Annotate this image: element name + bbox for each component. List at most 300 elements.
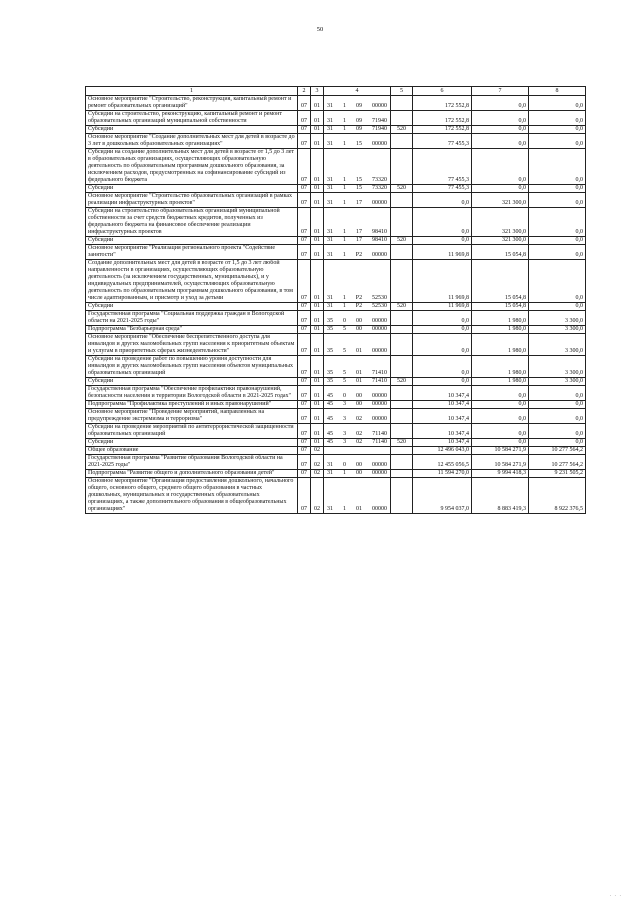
table-row (86, 111, 586, 126)
row-amount-year-2: 0,0 (472, 126, 529, 134)
code-part: 00000 (372, 141, 387, 147)
code-part: 35 (327, 348, 333, 354)
table-row (86, 149, 586, 185)
code-part: 71940 (372, 118, 387, 124)
row-amount-year-3: 0,0 (529, 134, 586, 149)
row-amount-year-2: 15 054,8 (472, 260, 529, 303)
row-subsection: 01 (311, 326, 324, 334)
row-target-article (324, 447, 391, 455)
row-amount-year-3: 10 277 564,2 (529, 455, 586, 470)
row-amount-year-1: 12 496 043,0 (413, 447, 472, 455)
row-section: 07 (298, 439, 311, 447)
row-amount-year-3: 0,0 (529, 386, 586, 401)
code-part: 1 (343, 141, 346, 147)
row-subsection: 01 (311, 111, 324, 126)
row-name: Основное мероприятие "Проведение мероприятий, направленных на предупреждение экстремизма и терроризма" (86, 409, 298, 424)
row-name: Основное мероприятие "Организация предоставления дошкольного, начального общего, основного общего, среднего общего образования в частных дошкольных, муниципальных и государственных образовательных организациях, а также дополнительного образования в общеобразовательных организациях" (86, 478, 298, 514)
row-subsection: 02 (311, 478, 324, 514)
code-part: 3 (343, 416, 346, 422)
row-amount-year-1: 10 347,4 (413, 439, 472, 447)
target-article-code (326, 303, 388, 310)
table-row (86, 237, 586, 245)
row-expense-type: 520 (391, 126, 413, 134)
table-row (86, 356, 586, 378)
target-article-code (326, 118, 388, 125)
table-row (86, 447, 586, 455)
row-section: 07 (298, 401, 311, 409)
row-amount-year-3: 10 277 564,2 (529, 447, 586, 455)
row-target-article (324, 303, 391, 311)
code-part: 00 (356, 462, 362, 468)
code-part: 73320 (372, 185, 387, 191)
row-target-article (324, 439, 391, 447)
row-amount-year-3: 3 300,0 (529, 356, 586, 378)
row-expense-type (391, 447, 413, 455)
code-part: 31 (327, 185, 333, 191)
row-name: Субсидии (86, 439, 298, 447)
row-target-article (324, 478, 391, 514)
row-target-article (324, 424, 391, 439)
code-part: 31 (327, 229, 333, 235)
row-section: 07 (298, 303, 311, 311)
table-row (86, 311, 586, 326)
code-part: 31 (327, 237, 333, 243)
target-article-code (326, 462, 388, 469)
row-name: Создание дополнительных мест для детей в возрасте от 1,5 до 3 лет любой направленности в организациях, осуществляющих образовательную деятельность (за исключением государственных, муниципальных), и у индивидуальных предпринимателей, осуществляющих образовательную деятельность по образовательным программам дошкольного образования, в том числе адаптированным, и присмотр и уход за детьми (86, 260, 298, 303)
code-part: 45 (327, 401, 333, 407)
target-article-code (326, 103, 388, 110)
code-part: 1 (343, 237, 346, 243)
row-expense-type (391, 478, 413, 514)
row-expense-type (391, 260, 413, 303)
row-expense-type: 520 (391, 185, 413, 193)
row-expense-type (391, 334, 413, 356)
code-part: 09 (356, 118, 362, 124)
row-amount-year-2: 0,0 (472, 439, 529, 447)
row-target-article (324, 470, 391, 478)
row-subsection: 01 (311, 237, 324, 245)
target-article-code (326, 393, 388, 400)
table-row (86, 439, 586, 447)
row-amount-year-1: 77 455,3 (413, 149, 472, 185)
row-subsection: 01 (311, 149, 324, 185)
code-part: 31 (327, 470, 333, 476)
row-amount-year-3: 0,0 (529, 126, 586, 134)
row-section: 07 (298, 208, 311, 237)
code-part: 1 (343, 185, 346, 191)
row-subsection: 01 (311, 245, 324, 260)
row-subsection: 01 (311, 185, 324, 193)
row-section: 07 (298, 378, 311, 386)
table-row (86, 378, 586, 386)
row-amount-year-3: 0,0 (529, 401, 586, 409)
code-part: 0 (343, 318, 346, 324)
row-expense-type: 520 (391, 303, 413, 311)
row-amount-year-2: 321 300,0 (472, 237, 529, 245)
row-expense-type (391, 134, 413, 149)
row-amount-year-3: 0,0 (529, 245, 586, 260)
row-section: 07 (298, 149, 311, 185)
row-target-article (324, 356, 391, 378)
row-expense-type (391, 193, 413, 208)
row-subsection: 01 (311, 96, 324, 111)
row-amount-year-2: 0,0 (472, 149, 529, 185)
row-expense-type: 520 (391, 378, 413, 386)
code-part: 45 (327, 431, 333, 437)
budget-table (85, 86, 586, 514)
row-amount-year-1: 10 347,4 (413, 409, 472, 424)
row-amount-year-1: 0,0 (413, 311, 472, 326)
table-row (86, 424, 586, 439)
col-header-target-article: 4 (324, 87, 391, 96)
row-amount-year-2: 0,0 (472, 96, 529, 111)
row-name: Субсидии (86, 237, 298, 245)
code-part: 73320 (372, 177, 387, 183)
row-amount-year-1: 11 969,8 (413, 245, 472, 260)
code-part: 52530 (371, 295, 387, 301)
code-part: 00000 (372, 401, 387, 407)
target-article-code (326, 177, 388, 184)
table-row (86, 185, 586, 193)
code-part: 00 (356, 393, 362, 399)
code-part: 31 (327, 200, 333, 206)
row-amount-year-3: 0,0 (529, 303, 586, 311)
row-amount-year-2: 0,0 (472, 401, 529, 409)
table-row (86, 96, 586, 111)
row-section: 07 (298, 478, 311, 514)
row-section: 07 (298, 447, 311, 455)
row-section: 07 (298, 193, 311, 208)
row-name: Государственная программа "Обеспечение профилактики правонарушений, безопасности населения и территории Вологодской области в 2021-2025 годах" (86, 386, 298, 401)
row-subsection: 01 (311, 356, 324, 378)
code-part: P2 (355, 303, 363, 309)
row-amount-year-2: 0,0 (472, 409, 529, 424)
row-amount-year-2: 0,0 (472, 386, 529, 401)
code-part: 00000 (372, 348, 387, 354)
row-section: 07 (298, 134, 311, 149)
row-subsection: 01 (311, 126, 324, 134)
code-part: 00 (356, 470, 362, 476)
row-section: 07 (298, 356, 311, 378)
row-expense-type (391, 470, 413, 478)
row-amount-year-3: 8 922 376,5 (529, 478, 586, 514)
row-name: Государственная программа "Социальная поддержка граждан в Вологодской области на 2021-2025 годы" (86, 311, 298, 326)
table-row (86, 303, 586, 311)
code-part: 52530 (371, 303, 387, 309)
row-amount-year-3: 0,0 (529, 193, 586, 208)
code-part: 00000 (371, 252, 387, 258)
row-amount-year-1: 77 455,3 (413, 134, 472, 149)
target-article-code (326, 295, 388, 302)
row-amount-year-2: 9 994 418,3 (472, 470, 529, 478)
target-article-code (326, 401, 388, 408)
target-article-code (326, 200, 388, 207)
row-section: 07 (298, 326, 311, 334)
row-amount-year-3: 0,0 (529, 96, 586, 111)
code-part: 35 (327, 378, 333, 384)
row-amount-year-1: 172 552,8 (413, 126, 472, 134)
row-name: Основное мероприятие "Строительство, реконструкция, капитальный ремонт и ремонт образовательных организаций" (86, 96, 298, 111)
row-section: 07 (298, 111, 311, 126)
row-target-article (324, 126, 391, 134)
row-section: 07 (298, 237, 311, 245)
row-expense-type (391, 409, 413, 424)
row-target-article (324, 260, 391, 303)
code-part: 00 (356, 326, 362, 332)
code-part: 00000 (372, 103, 387, 109)
row-amount-year-1: 0,0 (413, 193, 472, 208)
row-amount-year-1: 9 954 037,0 (413, 478, 472, 514)
row-amount-year-3: 0,0 (529, 185, 586, 193)
row-expense-type (391, 111, 413, 126)
code-part: 00000 (372, 393, 387, 399)
target-article-code (326, 318, 388, 325)
table-row (86, 134, 586, 149)
row-subsection: 01 (311, 334, 324, 356)
row-amount-year-2: 0,0 (472, 111, 529, 126)
row-amount-year-3: 0,0 (529, 111, 586, 126)
target-article-code (326, 506, 388, 513)
code-part: 0 (343, 462, 346, 468)
row-amount-year-2: 1 980,0 (472, 356, 529, 378)
table-row (86, 126, 586, 134)
code-part: 17 (356, 200, 362, 206)
code-part: 01 (356, 370, 362, 376)
code-part: 00 (356, 401, 362, 407)
code-part: 15 (356, 141, 362, 147)
row-amount-year-3: 3 300,0 (529, 334, 586, 356)
row-section: 07 (298, 245, 311, 260)
table-row (86, 208, 586, 237)
table-row (86, 260, 586, 303)
row-expense-type: 520 (391, 439, 413, 447)
row-amount-year-2: 10 584 271,9 (472, 455, 529, 470)
row-target-article (324, 96, 391, 111)
code-part: 15 (356, 177, 362, 183)
row-amount-year-1: 11 969,8 (413, 303, 472, 311)
header-row (86, 87, 586, 96)
row-amount-year-3: 3 300,0 (529, 326, 586, 334)
row-expense-type (391, 401, 413, 409)
code-part: 00000 (372, 506, 387, 512)
row-expense-type: 520 (391, 237, 413, 245)
row-name: Общее образование (86, 447, 298, 455)
row-section: 07 (298, 470, 311, 478)
row-expense-type (391, 149, 413, 185)
page-number: 50 (316, 26, 324, 33)
row-subsection: 01 (311, 386, 324, 401)
code-part: 31 (327, 126, 333, 132)
row-name: Субсидии на строительство образовательных организаций муниципальной собственности за счет средств бюджетных кредитов, полученных из федерального бюджета на финансовое обеспечение реализации инфраструктурных проектов (86, 208, 298, 237)
row-name: Подпрограмма "Профилактика преступлений и иных правонарушений" (86, 401, 298, 409)
code-part: 00000 (372, 318, 387, 324)
row-name: Субсидии на создание дополнительных мест для детей в возрасте от 1,5 до 3 лет в образовательных организациях, осуществляющих образовательную деятельность по образовательным программам дошкольного образования, за исключением расходов, предусмотренных на софинансирование субсидий из федерального бюджета (86, 149, 298, 185)
row-amount-year-2: 1 980,0 (472, 334, 529, 356)
code-part: 5 (343, 326, 346, 332)
code-part: 1 (343, 126, 346, 132)
target-article-code (326, 185, 388, 192)
code-part: 31 (327, 103, 333, 109)
code-part: 15 (356, 185, 362, 191)
row-amount-year-3: 0,0 (529, 149, 586, 185)
row-subsection: 02 (311, 455, 324, 470)
row-target-article (324, 185, 391, 193)
row-subsection: 01 (311, 311, 324, 326)
row-amount-year-2: 8 883 419,3 (472, 478, 529, 514)
row-section: 07 (298, 96, 311, 111)
row-amount-year-1: 0,0 (413, 326, 472, 334)
code-part: 02 (356, 416, 362, 422)
code-part: 0 (343, 393, 346, 399)
code-part: 1 (343, 506, 346, 512)
row-name: Субсидии (86, 126, 298, 134)
table-row (86, 470, 586, 478)
code-part: 71410 (372, 370, 387, 376)
row-expense-type (391, 245, 413, 260)
row-amount-year-3: 9 231 505,2 (529, 470, 586, 478)
row-amount-year-1: 11 594 270,0 (413, 470, 472, 478)
row-amount-year-3: 0,0 (529, 424, 586, 439)
row-amount-year-2: 0,0 (472, 424, 529, 439)
row-subsection: 01 (311, 208, 324, 237)
col-header-section: 2 (298, 87, 311, 96)
target-article-code (326, 378, 388, 385)
code-part: 31 (327, 118, 333, 124)
row-target-article (324, 149, 391, 185)
row-name: Субсидии на строительство, реконструкцию, капитальный ремонт и ремонт образовательных организаций муниципальной собственности (86, 111, 298, 126)
code-part: 1 (343, 200, 346, 206)
row-amount-year-1: 0,0 (413, 378, 472, 386)
row-section: 07 (298, 455, 311, 470)
target-article-code (326, 252, 388, 259)
code-part: 3 (343, 401, 346, 407)
code-part: 01 (356, 506, 362, 512)
row-amount-year-2: 321 300,0 (472, 208, 529, 237)
col-header-subsection: 3 (311, 87, 324, 96)
row-amount-year-2: 15 054,8 (472, 303, 529, 311)
row-amount-year-2: 1 980,0 (472, 378, 529, 386)
row-name: Субсидии (86, 303, 298, 311)
target-article-code (326, 439, 388, 446)
row-expense-type (391, 455, 413, 470)
target-article-code (326, 348, 388, 355)
code-part: 71140 (372, 439, 387, 445)
col-header-expense-type: 5 (391, 87, 413, 96)
row-amount-year-1: 11 969,8 (413, 260, 472, 303)
code-part: 09 (356, 103, 362, 109)
row-amount-year-2: 10 584 271,9 (472, 447, 529, 455)
code-part: 01 (356, 348, 362, 354)
target-article-code (326, 237, 388, 244)
code-part: 00000 (372, 462, 387, 468)
row-target-article (324, 378, 391, 386)
code-part: 31 (327, 141, 333, 147)
row-amount-year-1: 172 552,8 (413, 111, 472, 126)
code-part: 5 (343, 370, 346, 376)
row-subsection: 01 (311, 439, 324, 447)
row-subsection: 01 (311, 134, 324, 149)
table-row (86, 455, 586, 470)
row-target-article (324, 386, 391, 401)
code-part: 02 (356, 431, 363, 437)
row-amount-year-3: 3 300,0 (529, 378, 586, 386)
target-article-code (326, 416, 388, 423)
code-part: 17 (356, 237, 362, 243)
row-name: Основное мероприятие "Создание дополнительных мест для детей в возрасте до 3 лет в дошкольных образовательных организациях" (86, 134, 298, 149)
code-part: 35 (327, 370, 333, 376)
row-target-article (324, 334, 391, 356)
row-amount-year-3: 0,0 (529, 260, 586, 303)
code-part: 02 (356, 439, 363, 445)
row-amount-year-1: 0,0 (413, 334, 472, 356)
table-row (86, 386, 586, 401)
code-part: 3 (343, 439, 347, 445)
row-amount-year-1: 10 347,4 (413, 424, 472, 439)
code-part: P2 (355, 252, 363, 258)
row-subsection: 01 (311, 424, 324, 439)
row-expense-type (391, 208, 413, 237)
row-section: 07 (298, 386, 311, 401)
table-row (86, 193, 586, 208)
col-header-year-1: 6 (413, 87, 472, 96)
table-row (86, 409, 586, 424)
col-header-name: 1 (86, 87, 298, 96)
row-amount-year-2: 0,0 (472, 134, 529, 149)
row-section: 07 (298, 409, 311, 424)
code-part: 45 (327, 393, 333, 399)
target-article-code (326, 126, 388, 133)
code-part: 09 (356, 126, 362, 132)
code-part: 31 (327, 177, 333, 183)
table-row (86, 326, 586, 334)
code-part: 00000 (372, 416, 387, 422)
row-expense-type (391, 96, 413, 111)
row-target-article (324, 237, 391, 245)
code-part: 5 (343, 348, 346, 354)
code-part: 31 (327, 252, 333, 258)
scan-footer-mark: · · · (609, 894, 622, 899)
row-expense-type (391, 424, 413, 439)
row-subsection: 01 (311, 409, 324, 424)
code-part: 98410 (372, 237, 387, 243)
code-part: 1 (342, 303, 346, 309)
row-target-article (324, 245, 391, 260)
row-name: Основное мероприятие "Строительство образовательных организаций в рамках реализации инфраструктурных проектов" (86, 193, 298, 208)
code-part: 00000 (372, 326, 387, 332)
code-part: 00000 (372, 200, 387, 206)
row-subsection: 01 (311, 401, 324, 409)
code-part: 1 (343, 470, 346, 476)
code-part: 1 (342, 252, 346, 258)
row-target-article (324, 409, 391, 424)
code-part: 00000 (372, 470, 387, 476)
row-target-article (324, 111, 391, 126)
code-part: 00 (356, 318, 362, 324)
row-expense-type (391, 326, 413, 334)
target-article-code (326, 470, 388, 477)
code-part: 31 (327, 462, 333, 468)
table-row (86, 478, 586, 514)
code-part: 98410 (372, 229, 387, 235)
code-part: 71140 (372, 431, 387, 437)
row-amount-year-2: 1 980,0 (472, 326, 529, 334)
row-amount-year-2: 0,0 (472, 185, 529, 193)
table-row (86, 245, 586, 260)
row-target-article (324, 401, 391, 409)
row-name: Субсидии на проведение работ по повышению уровня доступности для инвалидов и других маломобильных групп населения объектов муниципальных образовательных организаций (86, 356, 298, 378)
code-part: 45 (327, 416, 333, 422)
code-part: 3 (343, 431, 347, 437)
